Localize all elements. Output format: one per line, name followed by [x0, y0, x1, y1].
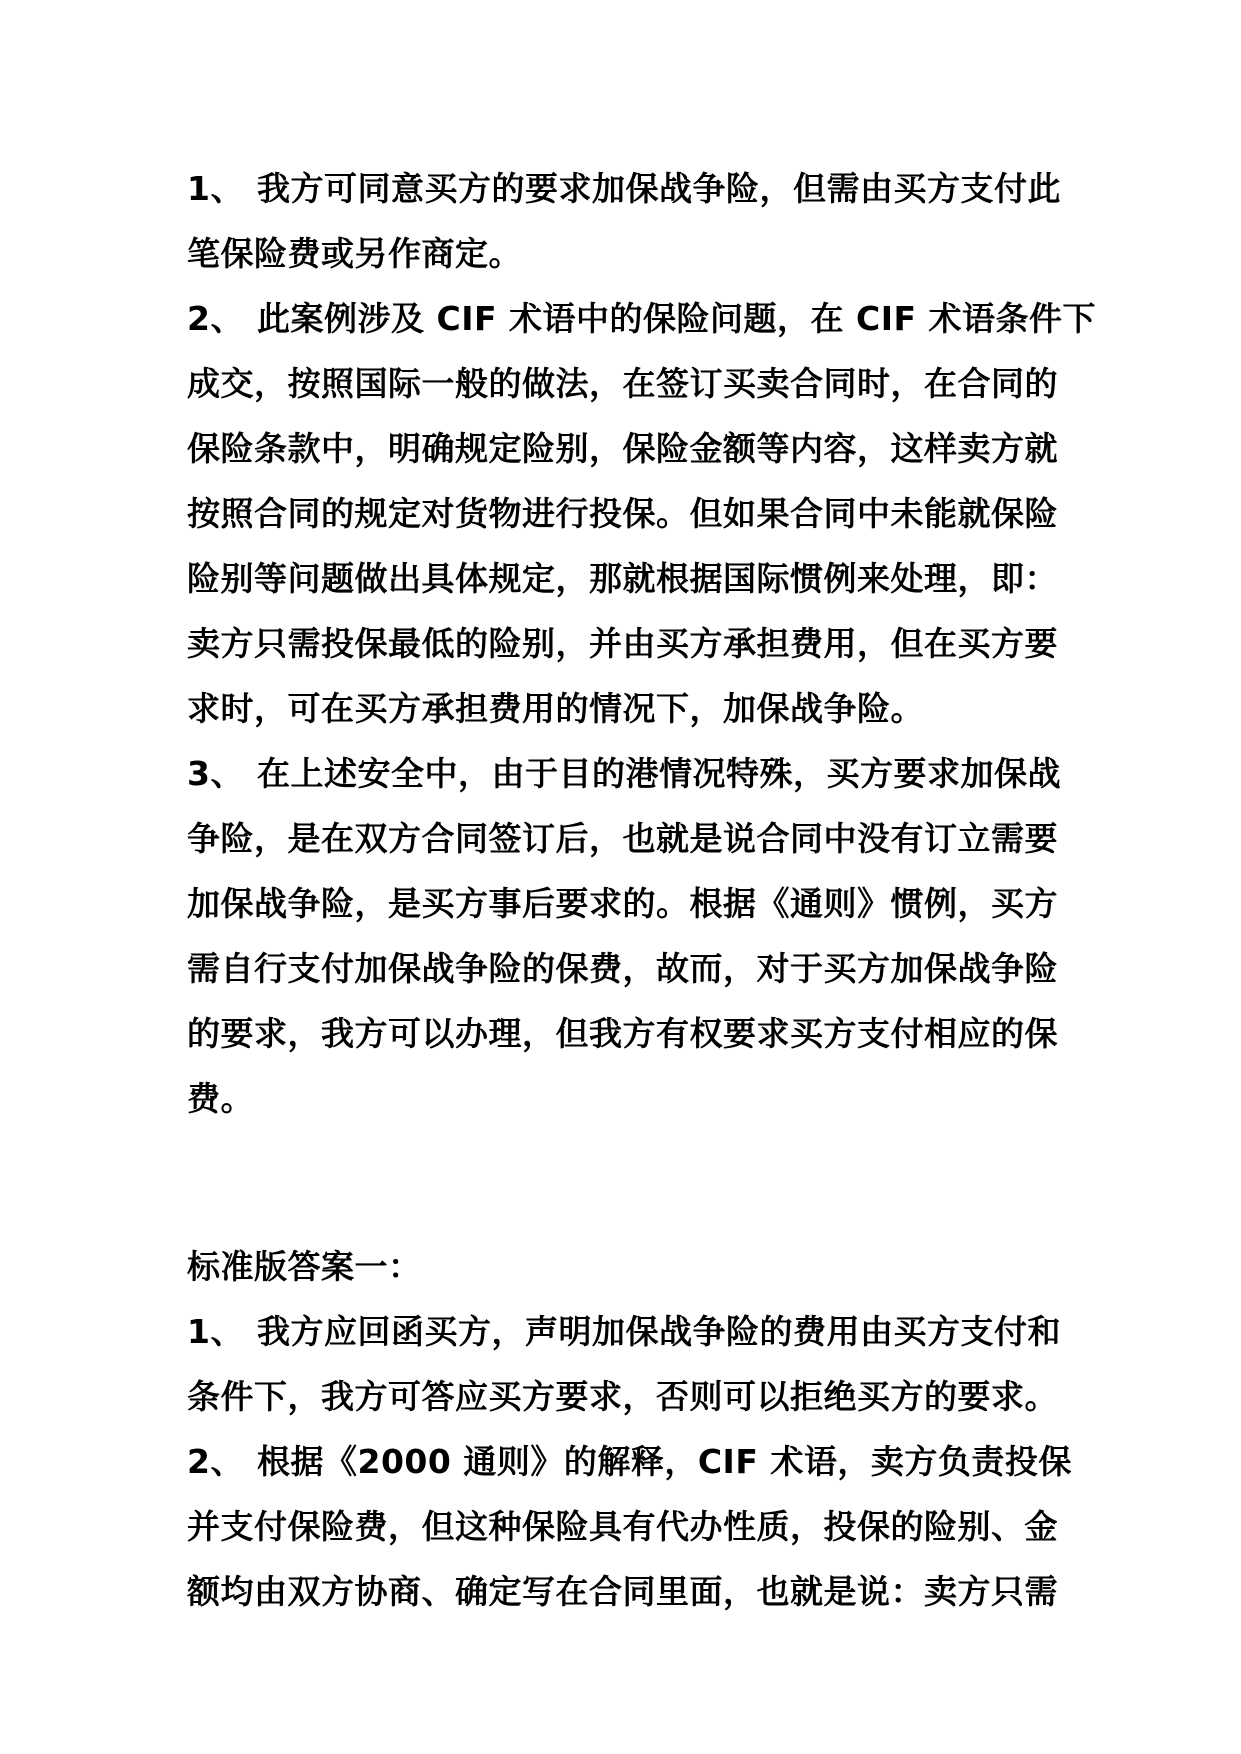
- text-line: 争险，是在双方合同签订后，也就是说合同中没有订立需要: [187, 819, 1058, 858]
- item-number: 2、: [187, 1442, 244, 1481]
- text-line: 求时，可在买方承担费用的情况下，加保战争险。: [187, 689, 924, 728]
- section-heading: 标准版答案一：: [187, 1247, 422, 1286]
- text-line: 卖方只需投保最低的险别，并由买方承担费用，但在买方要: [187, 624, 1058, 663]
- text-line: [187, 1299, 1067, 1364]
- text-line: 保险条款中，明确规定险别，保险金额等内容，这样卖方就: [187, 429, 1058, 468]
- text-line: 按照合同的规定对货物进行投保。但如果合同中未能就保险: [187, 494, 1058, 533]
- text-line: 险别等问题做出具体规定，那就根据国际惯例来处理，即：: [187, 559, 1058, 598]
- answer-item-1: [187, 156, 1067, 286]
- line-text: 我方应回函买方，声明加保战争险的费用由买方支付和: [257, 1312, 1061, 1351]
- text-line: [187, 286, 1097, 351]
- text-line: 成交，按照国际一般的做法，在签订买卖合同时，在合同的: [187, 364, 1058, 403]
- text-line: 额均由双方协商、确定写在合同里面，也就是说：卖方只需: [187, 1572, 1058, 1611]
- text-line: 的要求，我方可以办理，但我方有权要求买方支付相应的保: [187, 1014, 1058, 1053]
- item-number: 2、: [187, 299, 244, 338]
- text-line: [187, 741, 1067, 806]
- line-text: 此案例涉及 CIF 术语中的保险问题，在 CIF 术语条件下: [257, 299, 1097, 338]
- line-text: 我方可同意买方的要求加保战争险，但需由买方支付此: [257, 169, 1061, 208]
- text-line: 加保战争险，是买方事后要求的。根据《通则》惯例，买方: [187, 884, 1058, 923]
- text-line: 费。: [187, 1079, 254, 1118]
- answer-item-2: [187, 286, 1097, 741]
- paragraph-spacer: [187, 1131, 1067, 1196]
- document-body: [187, 156, 1097, 1624]
- standard-answer-item-1: [187, 1299, 1067, 1429]
- answer-item-3: [187, 741, 1067, 1131]
- item-number: 1、: [187, 1312, 244, 1351]
- line-text: 根据《2000 通则》的解释，CIF 术语，卖方负责投保: [257, 1442, 1072, 1481]
- text-line: [187, 1429, 1072, 1494]
- text-line: 笔保险费或另作商定。: [187, 234, 522, 273]
- text-line: 需自行支付加保战争险的保费，故而，对于买方加保战争险: [187, 949, 1058, 988]
- item-number: 3、: [187, 754, 244, 793]
- item-number: 1、: [187, 169, 244, 208]
- line-text: 在上述安全中，由于目的港情况特殊，买方要求加保战: [257, 754, 1061, 793]
- standard-answer-item-2: [187, 1429, 1072, 1624]
- text-line: 条件下，我方可答应买方要求，否则可以拒绝买方的要求。: [187, 1377, 1058, 1416]
- text-line: 并支付保险费，但这种保险具有代办性质，投保的险别、金: [187, 1507, 1058, 1546]
- text-line: [187, 156, 1067, 221]
